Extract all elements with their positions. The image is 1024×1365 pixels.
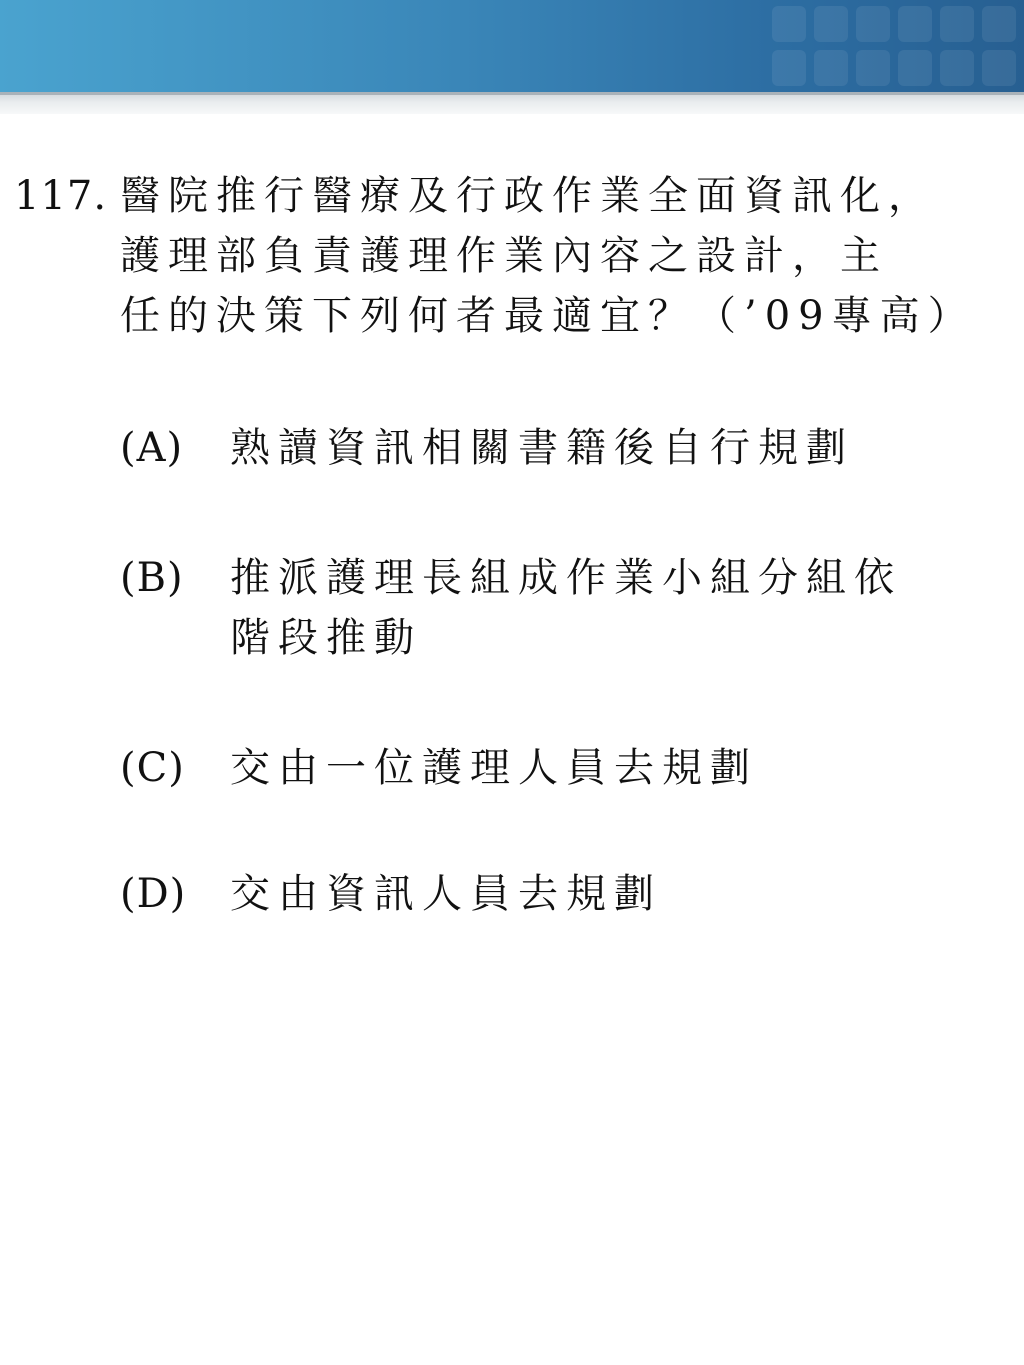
- option-line: 階段推動: [230, 615, 422, 661]
- option-label: (A): [120, 425, 184, 471]
- question-text: [120, 166, 1015, 346]
- option-text: [230, 738, 990, 798]
- header-divider-line: [0, 92, 1024, 95]
- option-a: [120, 418, 1000, 478]
- option-line: 交由資訊人員去規劃: [230, 871, 662, 917]
- option-text: [230, 548, 990, 668]
- question-line: 護理部負責護理作業內容之設計，主: [120, 233, 888, 279]
- option-d: [120, 864, 1000, 924]
- option-line: 交由一位護理人員去規劃: [230, 745, 758, 791]
- option-label: (B): [120, 555, 184, 601]
- option-b: [120, 548, 1000, 668]
- header-banner: [0, 0, 1024, 92]
- option-line: 推派護理長組成作業小組分組依: [230, 555, 902, 601]
- option-text: [230, 418, 990, 478]
- question-line: 醫院推行醫療及行政作業全面資訊化，: [120, 173, 936, 219]
- header-divider: [0, 92, 1024, 114]
- option-c: [120, 738, 1000, 798]
- question-number: 117.: [14, 173, 108, 219]
- question-line: 任的決策下列何者最適宜？（’09專高）: [120, 293, 976, 339]
- option-label: (C): [120, 745, 185, 791]
- banner-decoration: [764, 0, 1024, 92]
- option-line: 熟讀資訊相關書籍後自行規劃: [230, 425, 854, 471]
- option-label: (D): [120, 871, 187, 917]
- option-text: [230, 864, 990, 924]
